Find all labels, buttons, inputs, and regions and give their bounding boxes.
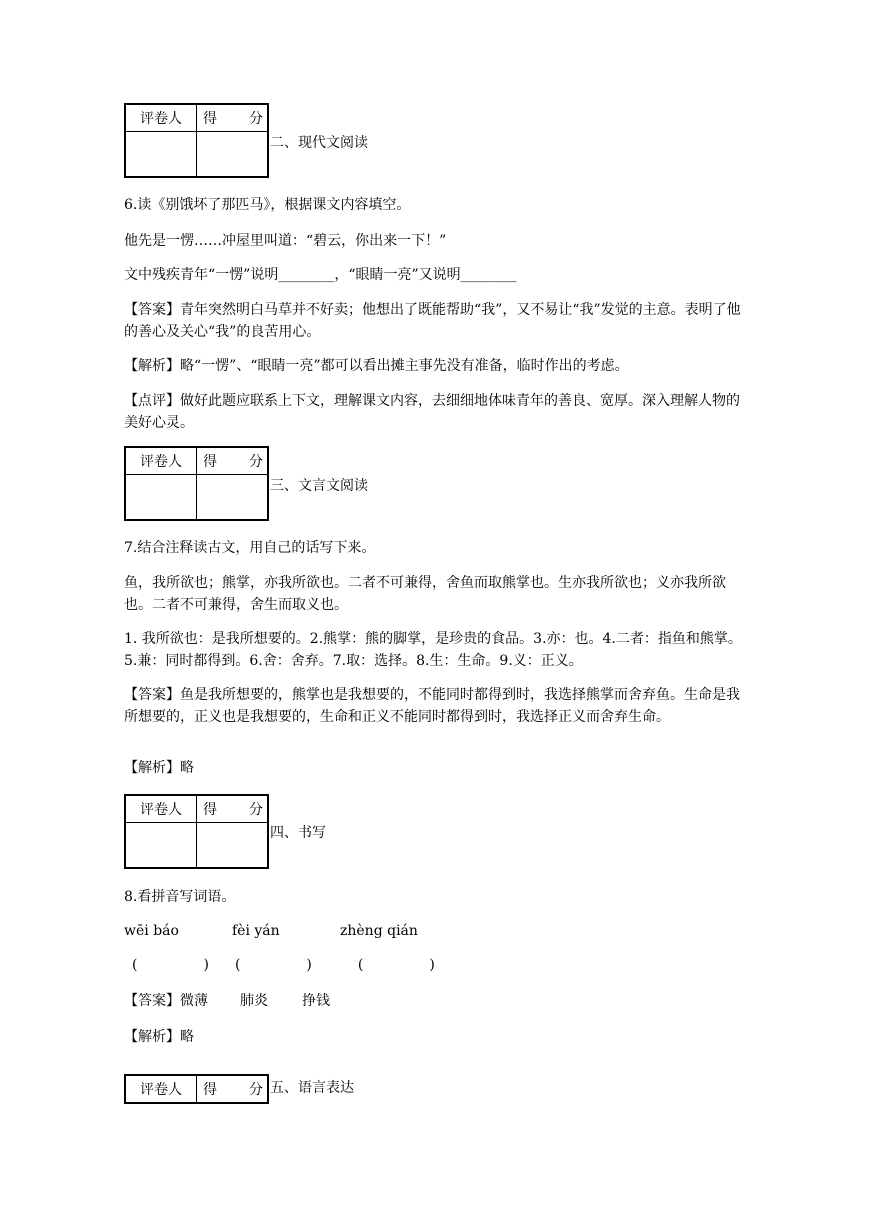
reviewer-label: 评卷人 xyxy=(125,795,197,823)
paren-open: ( xyxy=(357,957,364,973)
pinyin-1: wēi báo xyxy=(124,923,179,939)
score-table-4 xyxy=(124,1074,269,1104)
q7-text: 鱼，我所欲也；熊掌，亦我所欲也。二者不可兼得，舍鱼而取熊掌也。生亦我所欲也；义亦我所欲也。二者不可兼得，舍生而取义也。 xyxy=(124,575,726,613)
reviewer-cell[interactable] xyxy=(125,823,197,869)
score-cell[interactable] xyxy=(197,132,269,178)
score-cell[interactable] xyxy=(197,475,269,521)
q8-question: 8.看拼音写词语。 xyxy=(124,889,236,905)
q7-analysis: 【解析】略 xyxy=(124,760,194,776)
section-title-3: 三、文言文阅读 xyxy=(270,478,368,494)
q6-analysis: 【解析】略“一愣”、“眼睛一亮”都可以看出摊主事先没有准备，临时作出的考虑。 xyxy=(124,358,629,374)
score-label: 得 分 xyxy=(197,795,269,823)
score-cell[interactable] xyxy=(197,823,269,869)
q8-analysis: 【解析】略 xyxy=(124,1029,194,1045)
score-table-3 xyxy=(124,794,269,869)
pinyin-2: fèi yán xyxy=(232,923,280,939)
reviewer-cell[interactable] xyxy=(125,475,197,521)
reviewer-label: 评卷人 xyxy=(125,104,197,132)
score-label: 得 分 xyxy=(197,104,269,132)
q8-answer-blanks xyxy=(124,954,744,976)
q7-question: 7.结合注释读古文，用自己的话写下来。 xyxy=(124,540,376,556)
q7-notes: 1. 我所欲也：是我所想要的。2.熊掌：熊的脚掌，是珍贵的食品。3.亦：也。4.二者：指鱼和熊掌。5.兼：同时都得到。6.舍：舍弃。7.取：选择。8.生：生命。9.义：正义。 xyxy=(124,631,742,669)
pinyin-3: zhèng qián xyxy=(340,923,418,939)
section-title-4: 四、书写 xyxy=(270,825,326,841)
q6-line1: 他先是一愣……冲屋里叫道：“碧云，你出来一下！” xyxy=(124,233,447,249)
score-label: 得 分 xyxy=(197,447,269,475)
section-title-2: 二、现代文阅读 xyxy=(270,135,368,151)
section-title-5: 五、语言表达 xyxy=(270,1080,354,1096)
score-table-1 xyxy=(124,103,269,178)
paren-close: ) xyxy=(306,957,312,973)
q8-pinyin-row xyxy=(124,920,744,942)
answer-1: 微薄 xyxy=(180,993,208,1009)
answer-2: 肺炎 xyxy=(240,993,268,1009)
q6-answer: 【答案】青年突然明白马草并不好卖；他想出了既能帮助“我”，又不易让“我”发觉的主意。表明了他的善心及关心“我”的良苦用心。 xyxy=(124,302,741,340)
q8-answer: 【答案】微薄 肺炎 挣钱 xyxy=(124,990,744,1012)
q6-line2: 文中残疾青年“一愣”说明________，“眼睛一亮”又说明________ xyxy=(124,267,517,283)
paren-close: ) xyxy=(429,957,435,973)
reviewer-label: 评卷人 xyxy=(125,447,197,475)
q7-answer: 【答案】鱼是我所想要的，熊掌也是我想要的，不能同时都得到时，我选择熊掌而舍弃鱼。生命是我所想要的，正义也是我想要的，生命和正义不能同时都得到时，我选择正义而舍弃生命。 xyxy=(124,687,740,725)
score-label: 得 分 xyxy=(197,1075,269,1103)
score-table-2 xyxy=(124,446,269,521)
paren-open: ( xyxy=(234,957,241,973)
paren-close: ) xyxy=(203,957,209,973)
reviewer-cell[interactable] xyxy=(125,132,197,178)
paren-open: ( xyxy=(132,957,138,973)
q6-question: 6.读《别饿坏了那匹马》，根据课文内容填空。 xyxy=(124,197,411,213)
q6-comment: 【点评】做好此题应联系上下文，理解课文内容，去细细地体味青年的善良、宽厚。深入理解人物的美好心灵。 xyxy=(124,393,740,431)
answer-3: 挣钱 xyxy=(302,993,330,1009)
reviewer-label: 评卷人 xyxy=(125,1075,197,1103)
